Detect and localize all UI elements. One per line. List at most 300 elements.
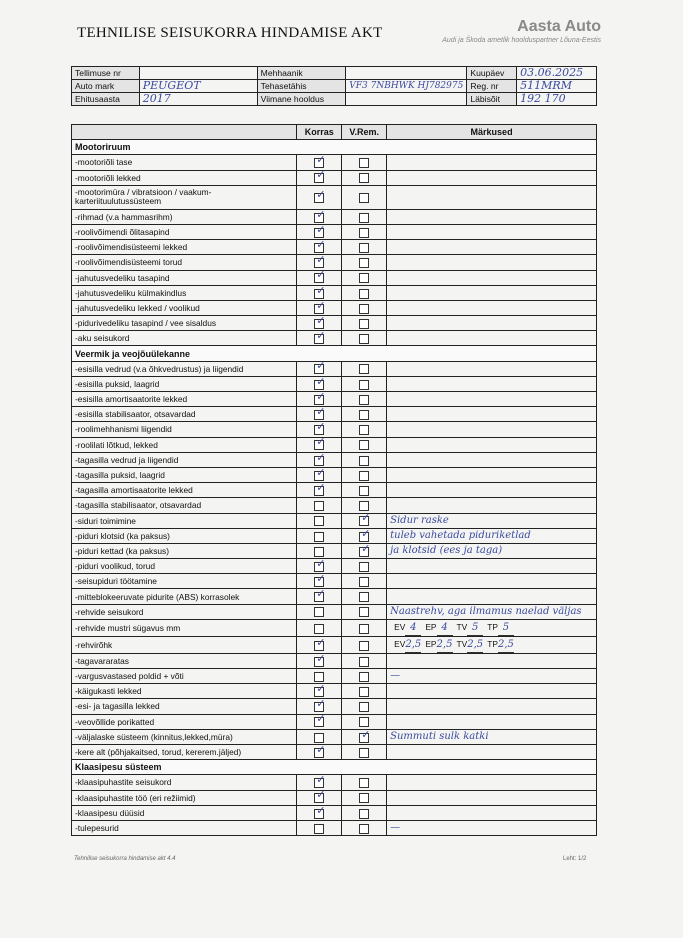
repair-checkbox[interactable]	[359, 657, 369, 667]
item-note	[387, 331, 597, 346]
tire-label-ev: EV	[394, 638, 406, 649]
header-blank-cell	[72, 125, 297, 140]
ok-checkbox-cell	[297, 361, 342, 376]
item-note	[387, 790, 597, 805]
tire-label-tp: TP	[487, 621, 498, 632]
repair-checkbox-cell	[342, 669, 387, 684]
item-note: Sidur raske	[387, 513, 597, 528]
document-title: TEHNILISE SEISUKORRA HINDAMISE AKT	[77, 25, 383, 41]
repair-checkbox[interactable]	[359, 624, 369, 634]
item-label: -tagavararatas	[72, 653, 297, 668]
ok-checkbox[interactable]	[314, 683, 326, 697]
ok-checkbox-cell	[297, 224, 342, 239]
repair-checkbox-cell	[342, 684, 387, 699]
repair-checkbox[interactable]	[359, 543, 371, 557]
check-mark-icon: ✓	[316, 224, 326, 236]
table-row	[72, 240, 597, 255]
repair-checkbox[interactable]	[359, 528, 371, 542]
item-label: -klaasipesu düüsid	[72, 805, 297, 820]
repair-checkbox[interactable]	[359, 702, 369, 712]
mechanic-label: Mehhaanik	[257, 67, 346, 80]
tire-label-ev: EV	[394, 621, 406, 632]
item-note: —	[387, 820, 597, 835]
repair-checkbox[interactable]	[359, 173, 369, 183]
item-label: -veovõllide porikatted	[72, 714, 297, 729]
table-row	[72, 170, 597, 185]
repair-checkbox-cell	[342, 653, 387, 668]
last-service-value	[346, 93, 467, 106]
repair-checkbox[interactable]	[359, 577, 369, 587]
check-mark-icon: ✓	[316, 573, 326, 586]
item-label: -roolivõimendi õlitasapind	[72, 224, 297, 239]
repair-checkbox-cell	[342, 185, 387, 209]
ok-checkbox[interactable]	[314, 653, 326, 667]
item-label: -tagasilla vedrud ja liigendid	[72, 452, 297, 467]
ok-checkbox-cell	[297, 684, 342, 699]
repair-checkbox-cell	[342, 636, 387, 653]
item-note	[387, 407, 597, 422]
tire-values	[390, 622, 514, 632]
repair-checkbox[interactable]	[359, 513, 371, 526]
item-note	[387, 699, 597, 714]
item-label: -piduri voolikud, torud	[72, 559, 297, 574]
ok-checkbox[interactable]	[314, 588, 326, 602]
section-header-row	[72, 140, 597, 155]
footer-form-id: Tehnilise seisukorra hindamise akt 4.4	[74, 856, 176, 862]
ok-checkbox-cell	[297, 574, 342, 589]
ok-checkbox[interactable]	[314, 452, 326, 466]
reg-number-label: Reg. nr	[467, 80, 517, 93]
check-mark-icon: ✓	[316, 300, 326, 312]
repair-checkbox[interactable]	[359, 193, 369, 203]
repair-checkbox[interactable]	[359, 440, 369, 450]
table-row	[72, 775, 597, 790]
ok-checkbox[interactable]	[314, 624, 324, 634]
item-label: -roolilati lõtkud, lekked	[72, 437, 297, 452]
repair-checkbox[interactable]	[359, 364, 369, 374]
item-note	[387, 574, 597, 589]
ok-checkbox-cell	[297, 240, 342, 255]
repair-checkbox[interactable]	[359, 410, 369, 420]
repair-checkbox[interactable]	[359, 289, 369, 299]
tire-value-ep: 2,5	[437, 638, 453, 653]
table-row	[72, 714, 597, 729]
ok-checkbox[interactable]	[314, 315, 326, 329]
table-row	[72, 636, 597, 653]
item-label: -käigukasti lekked	[72, 684, 297, 699]
table-row	[72, 209, 597, 224]
item-label: -aku seisukord	[72, 331, 297, 346]
ok-checkbox-cell	[297, 528, 342, 543]
ok-checkbox-cell	[297, 170, 342, 185]
repair-checkbox-cell	[342, 714, 387, 729]
ok-checkbox-cell	[297, 498, 342, 513]
repair-checkbox-cell	[342, 574, 387, 589]
item-note	[387, 155, 597, 170]
item-note	[387, 185, 597, 209]
section-title: Klaasipesu süsteem	[72, 760, 597, 775]
table-row	[72, 790, 597, 805]
item-note	[387, 170, 597, 185]
repair-checkbox-cell	[342, 437, 387, 452]
brand-tagline: Audi ja Škoda ametlik hoolduspartner Lõuna-Eestis	[442, 37, 601, 44]
ok-checkbox[interactable]	[314, 532, 324, 542]
repair-checkbox[interactable]	[359, 319, 369, 329]
ok-checkbox-cell	[297, 714, 342, 729]
ok-checkbox[interactable]	[314, 516, 324, 526]
repair-checkbox[interactable]	[359, 607, 369, 617]
ok-checkbox[interactable]	[314, 790, 326, 803]
build-year-label: Ehitusaasta	[72, 93, 140, 106]
ok-checkbox-cell	[297, 653, 342, 668]
repair-checkbox[interactable]	[359, 395, 369, 405]
item-note	[387, 744, 597, 759]
ok-checkbox[interactable]	[314, 824, 324, 834]
tire-value-ep: 4	[437, 621, 453, 636]
item-note	[387, 392, 597, 407]
ok-checkbox[interactable]	[314, 285, 326, 299]
repair-checkbox[interactable]	[359, 273, 369, 283]
ok-checkbox[interactable]	[314, 573, 326, 587]
item-label: -roolimehhanismi liigendid	[72, 422, 297, 437]
ok-checkbox-cell	[297, 604, 342, 619]
table-row	[72, 699, 597, 714]
repair-checkbox[interactable]	[359, 824, 369, 834]
repair-checkbox-cell	[342, 559, 387, 574]
ok-checkbox[interactable]	[314, 547, 324, 557]
item-note: Summuti sulk katki	[387, 729, 597, 744]
tire-label-ep: EP	[425, 621, 437, 632]
item-label: -klaasipuhastite seisukord	[72, 775, 297, 790]
ok-checkbox-cell	[297, 543, 342, 558]
item-note	[387, 483, 597, 498]
repair-checkbox[interactable]	[359, 562, 369, 572]
ok-checkbox[interactable]	[314, 774, 326, 788]
item-label: -mootoriõli lekked	[72, 170, 297, 185]
ok-checkbox[interactable]	[314, 698, 326, 712]
item-label: -jahutusvedeliku külmakindlus	[72, 285, 297, 300]
check-mark-icon: ✓	[316, 209, 326, 221]
item-label: -tagasilla amortisaatorite lekked	[72, 483, 297, 498]
item-label: -tulepesurid	[72, 820, 297, 835]
check-mark-icon: ✓	[316, 361, 326, 373]
tire-label-ep: EP	[425, 638, 437, 649]
ok-checkbox[interactable]	[314, 209, 326, 223]
ok-checkbox-cell	[297, 744, 342, 759]
repair-checkbox[interactable]	[359, 158, 369, 168]
ok-checkbox-cell	[297, 316, 342, 331]
item-label: -roolivõimendisüsteemi torud	[72, 255, 297, 270]
table-row	[72, 820, 597, 835]
repair-checkbox-cell	[342, 155, 387, 170]
check-mark-icon: ✓	[316, 452, 326, 464]
ok-checkbox[interactable]	[314, 224, 326, 238]
item-note	[387, 361, 597, 376]
item-note: —	[387, 669, 597, 684]
ok-checkbox[interactable]	[314, 636, 326, 651]
item-label: -esisilla amortisaatorite lekked	[72, 392, 297, 407]
item-label: -jahutusvedeliku tasapind	[72, 270, 297, 285]
ok-checkbox-cell	[297, 285, 342, 300]
ok-checkbox[interactable]	[314, 501, 324, 511]
repair-checkbox-cell	[342, 452, 387, 467]
check-mark-icon: ✓	[316, 330, 326, 343]
ok-checkbox[interactable]	[314, 170, 326, 183]
repair-checkbox-cell	[342, 775, 387, 790]
ok-checkbox-cell	[297, 559, 342, 574]
ok-checkbox-cell	[297, 483, 342, 498]
repair-checkbox[interactable]	[359, 672, 369, 682]
item-label: -roolivõimendisüsteemi lekked	[72, 240, 297, 255]
item-label: -klaasipuhastite töö (eri režiimid)	[72, 790, 297, 805]
section-title: Mootoriruum	[72, 140, 597, 155]
repair-checkbox-cell	[342, 170, 387, 185]
item-label: -rehvide seisukord	[72, 604, 297, 619]
item-note: ja klotsid (ees ja taga)	[387, 543, 597, 558]
repair-checkbox[interactable]	[359, 425, 369, 435]
repair-checkbox-cell	[342, 255, 387, 270]
repair-checkbox-cell	[342, 699, 387, 714]
ok-checkbox-cell	[297, 619, 342, 636]
vin-value: VF3 7NBHWK HJ782975	[346, 80, 467, 93]
table-row	[72, 452, 597, 467]
table-row	[72, 513, 597, 528]
tire-label-tv: TV	[456, 621, 468, 632]
repair-checkbox[interactable]	[359, 304, 369, 314]
repair-checkbox-cell	[342, 270, 387, 285]
ok-checkbox[interactable]	[314, 270, 326, 283]
repair-checkbox[interactable]	[359, 641, 369, 651]
item-label: -mootorimüra / vibratsioon / vaakum-karteriituulutussüsteem	[72, 185, 297, 209]
brand-logo	[442, 18, 601, 44]
table-row	[72, 589, 597, 604]
item-note	[387, 437, 597, 452]
vehicle-info-table	[71, 66, 597, 106]
ok-checkbox[interactable]	[314, 558, 326, 572]
tire-value-tp: 5	[498, 621, 514, 636]
table-row	[72, 559, 597, 574]
table-row	[72, 255, 597, 270]
table-row	[72, 331, 597, 346]
repair-checkbox-cell	[342, 392, 387, 407]
ok-checkbox[interactable]	[314, 437, 326, 450]
table-row	[72, 669, 597, 684]
ok-checkbox-cell	[297, 209, 342, 224]
check-mark-icon: ✓	[361, 543, 371, 555]
ok-checkbox-cell	[297, 300, 342, 315]
repair-checkbox[interactable]	[359, 778, 369, 788]
check-mark-icon: ✓	[316, 714, 326, 726]
ok-checkbox[interactable]	[314, 672, 324, 682]
ok-checkbox[interactable]	[314, 361, 326, 374]
column-ok: Korras	[297, 125, 342, 140]
item-label: -tagasilla stabilisaator, otsavardad	[72, 498, 297, 513]
ok-checkbox[interactable]	[314, 254, 326, 268]
check-mark-icon: ✓	[316, 683, 326, 696]
ok-checkbox-cell	[297, 820, 342, 835]
table-row	[72, 185, 597, 209]
ok-checkbox[interactable]	[314, 187, 326, 203]
ok-checkbox[interactable]	[314, 239, 326, 253]
ok-checkbox[interactable]	[314, 733, 324, 743]
check-mark-icon: ✓	[316, 636, 326, 649]
repair-checkbox-cell	[342, 790, 387, 805]
ok-checkbox-cell	[297, 775, 342, 790]
item-label: -mootoriõli tase	[72, 155, 297, 170]
ok-checkbox[interactable]	[314, 154, 326, 168]
ok-checkbox[interactable]	[314, 421, 326, 435]
repair-checkbox-cell	[342, 285, 387, 300]
repair-checkbox[interactable]	[359, 717, 369, 727]
ok-checkbox[interactable]	[314, 744, 326, 758]
table-row	[72, 155, 597, 170]
inspection-table	[71, 124, 597, 836]
reg-number-value: 511MRM	[517, 80, 597, 93]
brand-name: Aasta Auto	[517, 18, 601, 35]
check-mark-icon: ✓	[316, 154, 326, 167]
table-row	[72, 270, 597, 285]
item-note	[387, 498, 597, 513]
table-row	[72, 805, 597, 820]
column-notes: Märkused	[387, 125, 597, 140]
mileage-value: 192 170	[517, 93, 597, 106]
check-mark-icon: ✓	[316, 187, 326, 201]
item-label: -piduri kettad (ka paksus)	[72, 543, 297, 558]
item-note	[387, 240, 597, 255]
ok-checkbox[interactable]	[314, 805, 326, 819]
ok-checkbox-cell	[297, 699, 342, 714]
check-mark-icon: ✓	[316, 421, 326, 434]
ok-checkbox[interactable]	[314, 714, 326, 727]
repair-checkbox-cell	[342, 729, 387, 744]
item-label: -rehvide mustri sügavus mm	[72, 619, 297, 636]
item-note	[387, 714, 597, 729]
footer-page-number: Leht: 1/2	[563, 856, 587, 862]
repair-checkbox[interactable]	[359, 809, 369, 819]
repair-checkbox[interactable]	[359, 213, 369, 223]
item-note: Naastrehv, aga ilmamus naelad väljas	[387, 604, 597, 619]
section-header-row	[72, 760, 597, 775]
ok-checkbox[interactable]	[314, 391, 326, 405]
tire-value-ev: 2,5	[405, 638, 421, 653]
ok-checkbox[interactable]	[314, 482, 326, 496]
ok-checkbox[interactable]	[314, 406, 326, 420]
table-row	[72, 604, 597, 619]
repair-checkbox[interactable]	[359, 793, 369, 803]
item-note	[387, 285, 597, 300]
repair-checkbox[interactable]	[359, 228, 369, 238]
ok-checkbox-cell	[297, 185, 342, 209]
table-row	[72, 224, 597, 239]
table-row	[72, 376, 597, 391]
ok-checkbox-cell	[297, 407, 342, 422]
mileage-label: Läbisõit	[467, 93, 517, 106]
ok-checkbox-cell	[297, 376, 342, 391]
ok-checkbox[interactable]	[314, 376, 326, 390]
check-mark-icon: ✓	[316, 170, 326, 182]
table-row	[72, 483, 597, 498]
repair-checkbox[interactable]	[359, 334, 369, 344]
ok-checkbox[interactable]	[314, 300, 326, 314]
repair-checkbox-cell	[342, 361, 387, 376]
repair-checkbox[interactable]	[359, 729, 371, 743]
repair-checkbox[interactable]	[359, 243, 369, 253]
repair-checkbox[interactable]	[359, 471, 369, 481]
table-row	[72, 574, 597, 589]
item-note	[387, 316, 597, 331]
table-row	[72, 543, 597, 558]
check-mark-icon: ✓	[316, 376, 326, 388]
check-mark-icon: ✓	[316, 482, 326, 494]
check-mark-icon: ✓	[316, 774, 326, 787]
section-title: Veermik ja veojõuülekanne	[72, 346, 597, 361]
ok-checkbox-cell	[297, 636, 342, 653]
repair-checkbox[interactable]	[359, 748, 369, 758]
item-note	[387, 684, 597, 699]
item-label: -jahutusvedeliku lekked / voolikud	[72, 300, 297, 315]
repair-checkbox[interactable]	[359, 380, 369, 390]
check-mark-icon: ✓	[361, 729, 371, 741]
item-note	[387, 376, 597, 391]
vin-label: Tehasetähis	[257, 80, 346, 93]
repair-checkbox-cell	[342, 528, 387, 543]
item-note	[387, 270, 597, 285]
ok-checkbox-cell	[297, 255, 342, 270]
item-note	[387, 559, 597, 574]
repair-checkbox-cell	[342, 316, 387, 331]
item-label: -siduri toimimine	[72, 513, 297, 528]
repair-checkbox[interactable]	[359, 486, 369, 496]
item-label: -esi- ja tagasilla lekked	[72, 699, 297, 714]
tire-label-tp: TP	[487, 638, 498, 649]
ok-checkbox-cell	[297, 589, 342, 604]
section-header-row	[72, 346, 597, 361]
ok-checkbox[interactable]	[314, 467, 326, 481]
ok-checkbox-cell	[297, 155, 342, 170]
check-mark-icon: ✓	[316, 467, 326, 479]
table-row	[72, 498, 597, 513]
repair-checkbox[interactable]	[359, 258, 369, 268]
table-row	[72, 437, 597, 452]
item-note	[387, 452, 597, 467]
repair-checkbox[interactable]	[359, 687, 369, 697]
repair-checkbox-cell	[342, 467, 387, 482]
ok-checkbox[interactable]	[314, 607, 324, 617]
repair-checkbox-cell	[342, 589, 387, 604]
repair-checkbox[interactable]	[359, 501, 369, 511]
table-row	[72, 300, 597, 315]
repair-checkbox[interactable]	[359, 456, 369, 466]
ok-checkbox[interactable]	[314, 330, 326, 344]
check-mark-icon: ✓	[316, 653, 326, 665]
tire-value-tv: 5	[467, 621, 483, 636]
repair-checkbox-cell	[342, 422, 387, 437]
date-label: Kuupäev	[467, 67, 517, 80]
item-note	[387, 636, 597, 653]
table-row	[72, 528, 597, 543]
table-row	[72, 422, 597, 437]
ok-checkbox-cell	[297, 513, 342, 528]
check-mark-icon: ✓	[361, 528, 371, 540]
check-mark-icon: ✓	[316, 558, 326, 570]
item-label: -kere alt (põhjakaitsed, torud, kererem.jäljed)	[72, 744, 297, 759]
column-needs-repair: V.Rem.	[342, 125, 387, 140]
item-note	[387, 589, 597, 604]
repair-checkbox[interactable]	[359, 592, 369, 602]
tire-label-tv: TV	[456, 638, 468, 649]
item-note	[387, 300, 597, 315]
check-mark-icon: ✓	[316, 239, 326, 251]
